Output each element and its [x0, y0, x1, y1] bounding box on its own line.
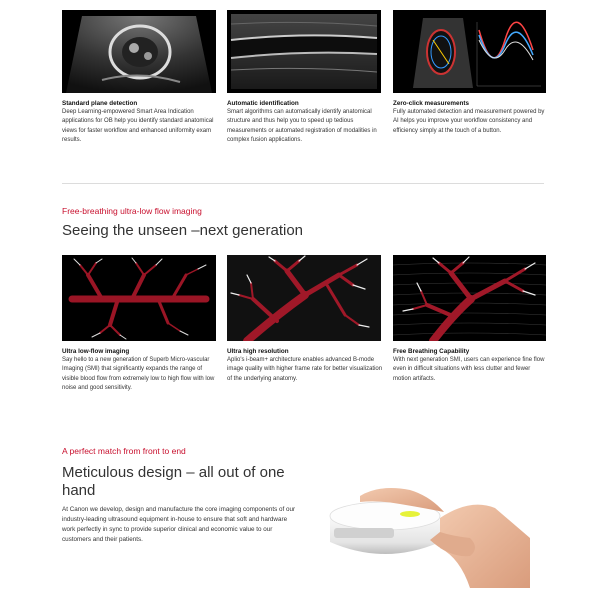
section-heading-line: hand: [62, 482, 96, 499]
feature-title: Ultra low-flow imaging: [62, 348, 130, 355]
cardiac-measurement-graphic: [393, 10, 546, 93]
feature-description: Fully automated detection and measurement powered by AI helps you improve your workflow consistency and efficiency simply at the touch of a button.: [393, 109, 545, 134]
section-heading: Seeing the unseen –next generation: [62, 222, 304, 239]
section-kicker: Free-breathing ultra-low flow imaging: [62, 206, 202, 216]
free-breathing-vessel-image: [393, 255, 546, 341]
feature-description: With next generation SMI, users can experience fine flow even in difficult situations with less clutter and fewer motion artifacts.: [393, 357, 545, 382]
feature-standard-plane: [62, 99, 220, 146]
free-breathing-vessel-graphic: [393, 255, 546, 341]
section-heading-line: Meticulous design – all out of one: [62, 464, 285, 481]
feature-description: Smart algorithms can automatically identify anatomical structure and thus help you to speed up tedious measurements or automated registration of modalities in complex fusion applications.: [227, 109, 377, 144]
feature-title: Ultra high resolution: [227, 348, 289, 355]
feature-title: Zero-click measurements: [393, 100, 469, 107]
high-resolution-vessel-graphic: [227, 255, 381, 341]
low-flow-vessel-image: [62, 255, 216, 341]
feature-title: Free Breathing Capability: [393, 348, 470, 355]
feature-ultra-low-flow: [62, 347, 220, 394]
vessel-ultrasound-graphic: [227, 10, 381, 93]
hand-holding-transducer-image: [320, 478, 530, 588]
feature-title: Automatic identification: [227, 100, 299, 107]
high-resolution-vessel-image: [227, 255, 381, 341]
low-flow-vessel-graphic: [62, 255, 216, 341]
section-heading: [62, 464, 322, 500]
feature-description: Say hello to a new generation of Superb Micro-vascular Imaging (SMI) that significantly expands the range of visible blood flow from extremely low to high flow with low noise and good sensitivity.: [62, 357, 215, 392]
feature-description: Deep Learning-empowered Smart Area Indication applications for OB help you identify standard anatomical views for faster workflow and enhanced uniformity exam results.: [62, 109, 214, 144]
cardiac-measurement-image: [393, 10, 546, 93]
feature-zero-click: [393, 99, 548, 136]
feature-automatic-identification: [227, 99, 387, 146]
section-paragraph: At Canon we develop, design and manufacture the core imaging components of our industry-leading ultrasound equipment in-house to ensure that soft and hardware work perfectly in sync to provide superior clinical and economic value to our customers and their patients.: [62, 506, 296, 543]
section-kicker: A perfect match from front to end: [62, 446, 186, 456]
vessel-ultrasound-image: [227, 10, 381, 93]
feature-ultra-high-resolution: [227, 347, 387, 384]
section-divider: [62, 183, 544, 184]
feature-description: Aplio's i-beam+ architecture enables advanced B-mode image quality with higher frame rate for better visualization of the underlying anatomy.: [227, 357, 383, 382]
feature-title: Standard plane detection: [62, 100, 138, 107]
fetal-ultrasound-graphic: [62, 10, 216, 93]
wireless-transducer-graphic: [320, 478, 530, 588]
feature-free-breathing: [393, 347, 548, 384]
fetal-ultrasound-image: [62, 10, 216, 93]
